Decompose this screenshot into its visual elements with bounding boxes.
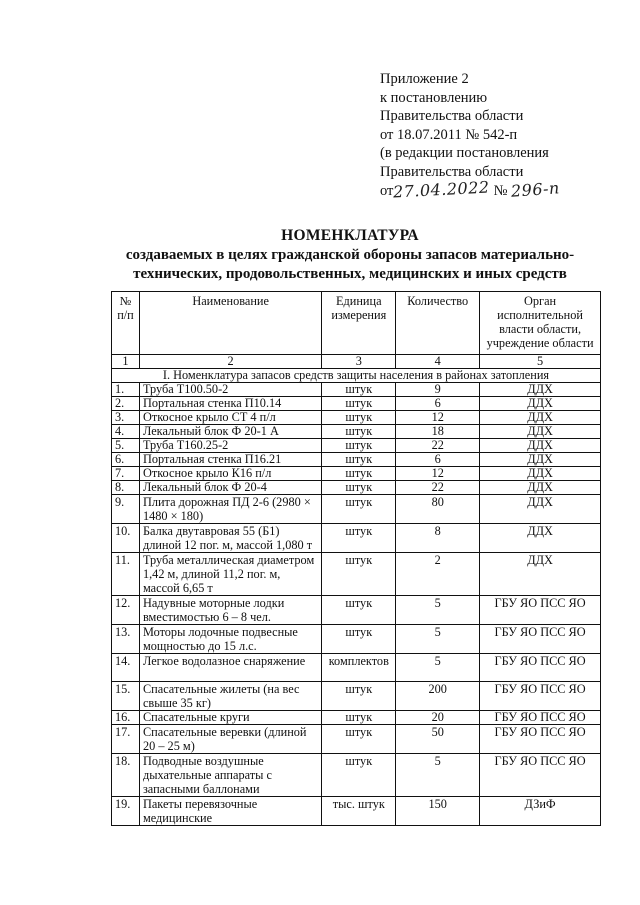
item-name: Балка двутавровая 55 (Б1) длиной 12 пог. м, массой 1,080 т [139,524,321,553]
item-name: Пакеты перевязочные медицинские [139,797,321,826]
annex-line: Правительства области [380,108,524,124]
unit: комплектов [322,654,396,682]
item-name: Легкое водолазное снаряжение [139,654,321,682]
unit: штук [322,711,396,725]
unit: штук [322,411,396,425]
header-authority: Орган исполнительной власти области, учреждение области [480,292,601,355]
column-index-row [112,355,601,369]
row-number: 5. [112,439,140,453]
row-number: 13. [112,625,140,654]
column-index: 5 [480,355,601,369]
item-name: Лекальный блок Ф 20-1 А [139,425,321,439]
handwritten-number: 296-п [510,178,561,201]
unit: штук [322,754,396,797]
quantity: 2 [396,553,480,596]
item-name: Лекальный блок Ф 20-4 [139,481,321,495]
quantity: 5 [396,754,480,797]
quantity: 80 [396,495,480,524]
column-index: 4 [396,355,480,369]
item-name: Труба металлическая диаметром 1,42 м, длиной 11,2 пог. м, массой 6,65 т [139,553,321,596]
quantity: 200 [396,682,480,711]
table-row [112,625,601,654]
unit: штук [322,524,396,553]
table-row [112,596,601,625]
row-number: 10. [112,524,140,553]
table-row [112,453,601,467]
table-body [112,355,601,826]
quantity: 22 [396,439,480,453]
quantity: 12 [396,411,480,425]
authority: ДДХ [480,425,601,439]
authority: ГБУ ЯО ПСС ЯО [480,754,601,797]
authority: ДДХ [480,467,601,481]
unit: штук [322,397,396,411]
nomenclature-table [111,291,601,826]
item-name: Спасательные жилеты (на вес свыше 35 кг) [139,682,321,711]
authority: ГБУ ЯО ПСС ЯО [480,725,601,754]
item-name: Портальная стенка П16.21 [139,453,321,467]
handwritten-date: 27.04.2022 [392,177,491,202]
unit: штук [322,725,396,754]
row-number: 9. [112,495,140,524]
quantity: 5 [396,654,480,682]
annex-line: (в редакции постановления [380,145,549,161]
item-name: Портальная стенка П10.14 [139,397,321,411]
table-row [112,524,601,553]
unit: штук [322,625,396,654]
column-index: 3 [322,355,396,369]
column-index: 2 [139,355,321,369]
table-row [112,481,601,495]
unit: тыс. штук [322,797,396,826]
item-name: Моторы лодочные подвесные мощностью до 15 л.с. [139,625,321,654]
table-row [112,725,601,754]
item-name: Надувные моторные лодки вместимостью 6 – 8 чел. [139,596,321,625]
authority: ДДХ [480,411,601,425]
section-heading: I. Номенклатура запасов средств защиты населения в районах затопления [112,369,601,383]
table-row [112,495,601,524]
annex-block [380,70,560,201]
row-number: 2. [112,397,140,411]
item-name: Плита дорожная ПД 2-6 (2980 × 1480 × 180) [139,495,321,524]
document-title [100,226,600,284]
authority: ГБУ ЯО ПСС ЯО [480,625,601,654]
row-number: 18. [112,754,140,797]
table-row [112,754,601,797]
header-number: № п/п [112,292,140,355]
quantity: 22 [396,481,480,495]
table-header-row [112,292,601,355]
authority: ДДХ [480,397,601,411]
quantity: 50 [396,725,480,754]
section-row [112,369,601,383]
quantity: 6 [396,397,480,411]
item-name: Спасательные круги [139,711,321,725]
row-number: 15. [112,682,140,711]
unit: штук [322,495,396,524]
row-number: 3. [112,411,140,425]
table-row [112,682,601,711]
authority: ГБУ ЯО ПСС ЯО [480,654,601,682]
quantity: 6 [396,453,480,467]
row-number: 8. [112,481,140,495]
row-number: 12. [112,596,140,625]
authority: ДДХ [480,495,601,524]
authority: ДЗиФ [480,797,601,826]
table-row [112,397,601,411]
authority: ГБУ ЯО ПСС ЯО [480,596,601,625]
row-number: 6. [112,453,140,467]
authority: ДДХ [480,481,601,495]
table-row [112,553,601,596]
item-name: Откосное крыло К16 п/л [139,467,321,481]
table-row [112,425,601,439]
item-name: Спасательные веревки (длиной 20 – 25 м) [139,725,321,754]
table-row [112,467,601,481]
title-main: НОМЕНКЛАТУРА [281,227,419,244]
unit: штук [322,453,396,467]
header-unit: Единица измерения [322,292,396,355]
row-number: 4. [112,425,140,439]
header-quantity: Количество [396,292,480,355]
quantity: 8 [396,524,480,553]
annex-from-label: от [380,183,394,199]
unit: штук [322,553,396,596]
authority: ДДХ [480,453,601,467]
column-index: 1 [112,355,140,369]
quantity: 18 [396,425,480,439]
quantity: 5 [396,596,480,625]
row-number: 7. [112,467,140,481]
unit: штук [322,682,396,711]
unit: штук [322,439,396,453]
quantity: 9 [396,383,480,397]
title-subtitle-2: технических, продовольственных, медицинских и иных средств [133,266,567,282]
quantity: 12 [396,467,480,481]
table-row [112,797,601,826]
table-row [112,654,601,682]
authority: ДДХ [480,383,601,397]
table-row [112,711,601,725]
quantity: 20 [396,711,480,725]
authority: ДДХ [480,524,601,553]
row-number: 19. [112,797,140,826]
authority: ГБУ ЯО ПСС ЯО [480,682,601,711]
unit: штук [322,467,396,481]
unit: штук [322,596,396,625]
item-name: Откосное крыло СТ 4 п/л [139,411,321,425]
row-number: 17. [112,725,140,754]
table-row [112,411,601,425]
annex-number-sign: № [493,183,508,199]
title-subtitle-1: создаваемых в целях гражданской обороны запасов материально- [125,247,575,263]
annex-line: к постановлению [380,89,488,106]
row-number: 14. [112,654,140,682]
quantity: 5 [396,625,480,654]
unit: штук [322,481,396,495]
row-number: 11. [112,553,140,596]
quantity: 150 [396,797,480,826]
unit: штук [322,383,396,397]
unit: штук [322,425,396,439]
header-name: Наименование [139,292,321,355]
item-name: Труба Т100.50-2 [139,383,321,397]
item-name: Труба Т160.25-2 [139,439,321,453]
table-row [112,383,601,397]
row-number: 1. [112,383,140,397]
table-row [112,439,601,453]
authority: ДДХ [480,553,601,596]
annex-line: от 18.07.2011 № 542-п [380,126,518,143]
item-name: Подводные воздушные дыхательные аппараты с запасными баллонами [139,754,321,797]
row-number: 16. [112,711,140,725]
annex-amendment-line [380,177,561,202]
annex-title: Приложение 2 [380,71,469,87]
annex-line: Правительства области [380,163,524,180]
authority: ДДХ [480,439,601,453]
authority: ГБУ ЯО ПСС ЯО [480,711,601,725]
